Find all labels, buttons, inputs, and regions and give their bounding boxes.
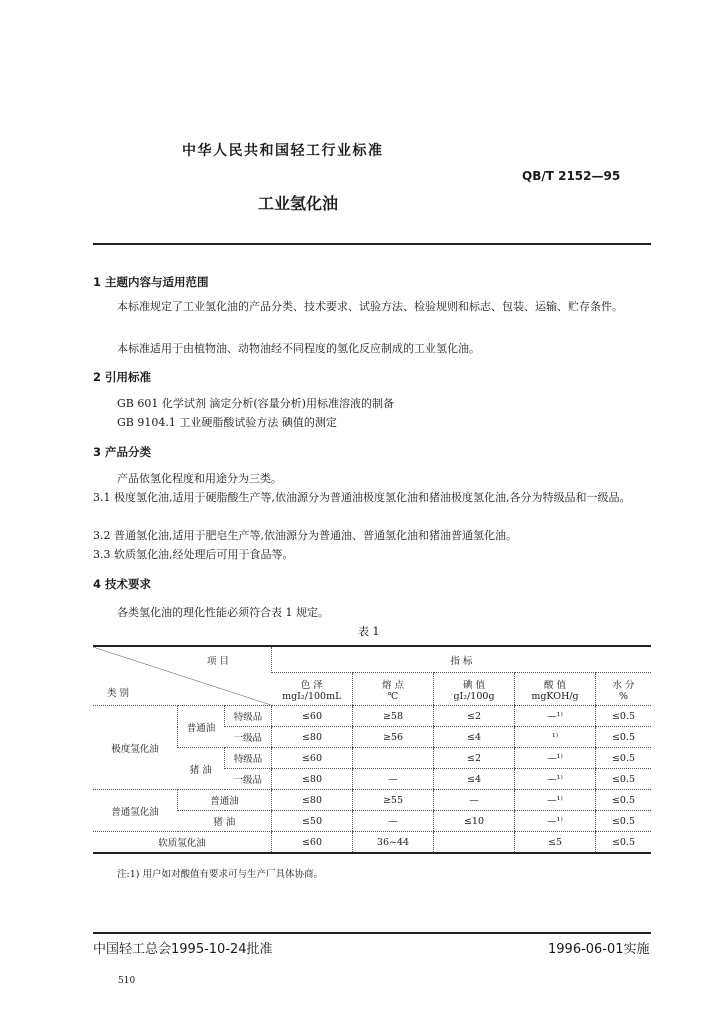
section-4-intro: 各类氢化油的理化性能必须符合表 1 规定。 <box>117 606 329 619</box>
approval-line: 中国轻工总会1995-10-24批准 <box>93 942 273 957</box>
table-note: 注:1) 用户如对酸值有要求可与生产厂具体协商。 <box>117 869 323 880</box>
section-1-para-2: 本标准适用于由植物油、动物油经不同程度的氢化反应制成的工业氢化油。 <box>117 342 480 355</box>
org-title: 中华人民共和国轻工行业标准 <box>182 143 384 159</box>
header-rule <box>93 243 651 245</box>
spec-table <box>93 645 651 854</box>
section-3-title: 3 产品分类 <box>93 445 152 459</box>
section-4-title: 4 技术要求 <box>93 577 152 591</box>
col-header-melting-point: 熔 点 ℃ <box>353 673 434 706</box>
effective-date: 1996-06-01实施 <box>548 942 650 957</box>
col-header-acid-value: 酸 值 mgKOH/g <box>515 673 596 706</box>
section-2-title: 2 引用标准 <box>93 370 152 384</box>
section-3-intro: 产品依氢化程度和用途分为三类。 <box>117 472 282 485</box>
document-title: 工业氢化油 <box>258 194 339 213</box>
footer-rule <box>93 932 651 934</box>
table-row: 极度氢化油 普通油 特级品 ≤60 ≥58 ≤2 —¹⁾ ≤0.5 <box>93 706 651 727</box>
indicator-group-header: 指 标 <box>272 646 652 673</box>
col-header-moisture: 水 分 % <box>596 673 652 706</box>
standard-number: QB/T 2152—95 <box>522 169 621 183</box>
section-3-2: 3.2 普通氢化油,适用于肥皂生产等,依油源分为普通油、普通氢化油和猪油普通氢化油。 <box>93 529 517 542</box>
section-1-title: 1 主题内容与适用范围 <box>93 275 209 289</box>
page-number: 510 <box>118 976 136 986</box>
col-header-iodine-value: 碘 值 gI₂/100g <box>434 673 515 706</box>
reference-1: GB 601 化学试剂 滴定分析(容量分析)用标准溶液的制备 <box>117 397 394 410</box>
col-header-color: 色 泽 mgI₂/100mL <box>272 673 353 706</box>
section-3-3: 3.3 软质氢化油,经处理后可用于食品等。 <box>93 548 294 561</box>
table-caption: 表 1 <box>358 625 380 638</box>
table-row: 猪 油 特级品 ≤60 ≤2 —¹⁾ ≤0.5 <box>93 748 651 769</box>
corner-header-cell <box>93 646 272 706</box>
table-row: 一级品 ≤80 ≥56 ≤4 ¹⁾ ≤0.5 <box>93 727 651 748</box>
corner-label-item: 项 目 <box>206 656 229 667</box>
section-3-1: 3.1 极度氢化油,适用于硬脂酸生产等,依油源分为普通油极度氢化油和猪油极度氢化油,各分为特级品和一级品。 <box>93 491 631 504</box>
table-row: 普通氢化油 普通油 ≤80 ≥55 — —¹⁾ ≤0.5 <box>93 790 651 811</box>
corner-label-category: 类 别 <box>107 688 130 699</box>
section-1-para-1: 本标准规定了工业氢化油的产品分类、技术要求、试验方法、检验规则和标志、包装、运输、贮存条件。 <box>117 300 623 313</box>
table-row: 一级品 ≤80 — ≤4 —¹⁾ ≤0.5 <box>93 769 651 790</box>
table-row: 猪 油 ≤50 — ≤10 —¹⁾ ≤0.5 <box>93 811 651 832</box>
reference-2: GB 9104.1 工业硬脂酸试验方法 碘值的测定 <box>117 416 337 429</box>
table-row: 软质氢化油 ≤60 36~44 ≤5 ≤0.5 <box>93 832 651 854</box>
